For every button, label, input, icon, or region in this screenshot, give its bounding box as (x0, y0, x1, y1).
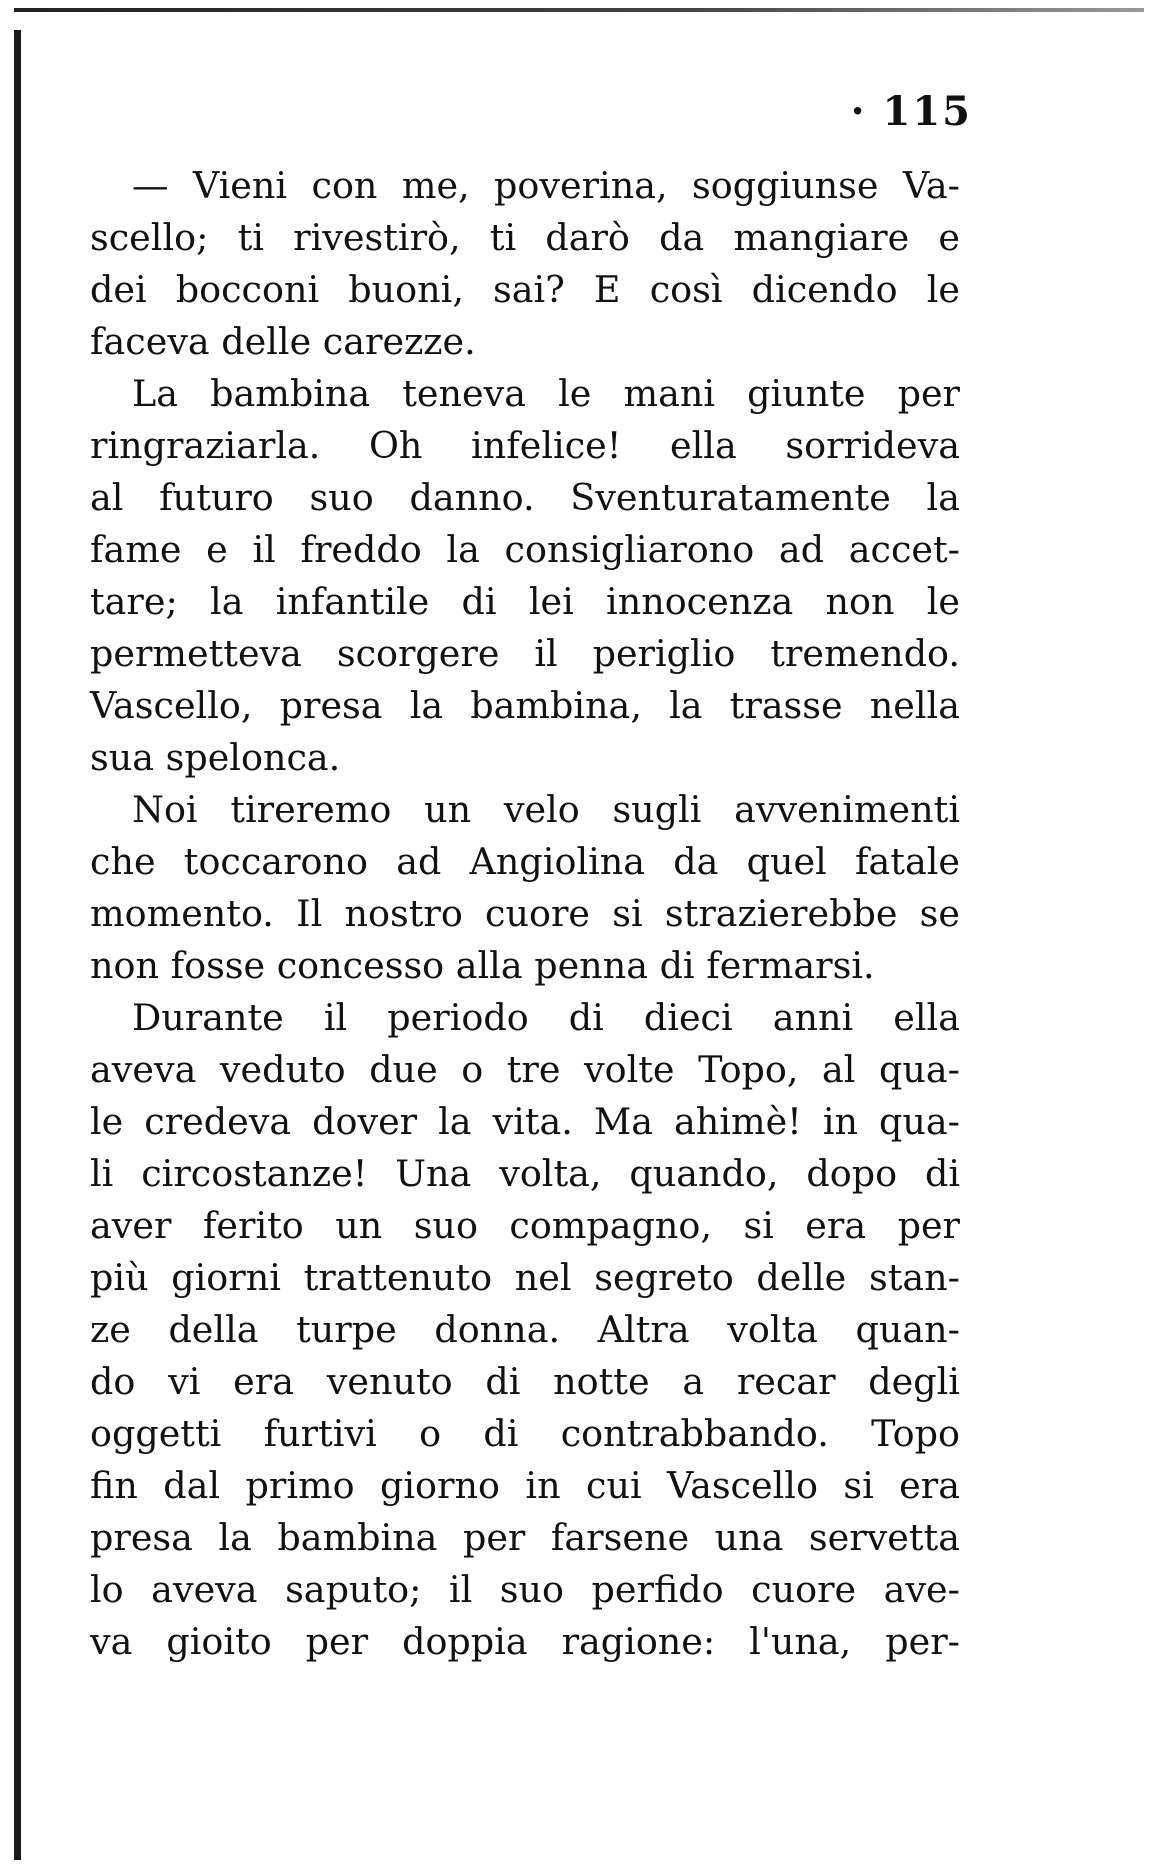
text-line: presa la bambina per farsene una servetta (90, 1516, 960, 1559)
text-line: più giorni trattenuto nel segreto delle stan- (90, 1256, 960, 1299)
text-line: faceva delle carezze. (90, 320, 476, 363)
text-line: fin dal primo giorno in cui Vascello si era (90, 1464, 960, 1507)
text-line: tare; la infantile di lei innocenza non le (90, 580, 960, 623)
text-line: va gioito per doppia ragione: l'una, per- (90, 1620, 960, 1663)
text-line: do vi era venuto di notte a recar degli (90, 1360, 960, 1403)
text-line: lo aveva saputo; il suo perfido cuore ave- (90, 1568, 960, 1611)
text-line: non fosse concesso alla penna di fermarsi. (90, 944, 875, 987)
text-line: che toccarono ad Angiolina da quel fatale (90, 840, 960, 883)
text-line: La bambina teneva le mani giunte per (132, 372, 960, 415)
text-line: momento. Il nostro cuore si strazierebbe se (90, 892, 960, 935)
text-line: al futuro suo danno. Sventuratamente la (90, 476, 960, 519)
top-edge-rule (14, 8, 1144, 12)
text-line: — Vieni con me, poverina, soggiunse Va- (132, 164, 960, 207)
text-line: ze della turpe donna. Altra volta quan- (90, 1308, 960, 1351)
page-number: · 115 (850, 88, 972, 135)
text-line: aver ferito un suo compagno, si era per (90, 1204, 960, 1247)
text-line: Vascello, presa la bambina, la trasse nella (90, 684, 960, 727)
text-line: Durante il periodo di dieci anni ella (132, 996, 960, 1039)
text-line: ringraziarla. Oh infelice! ella sorrideva (90, 424, 960, 467)
text-line: li circostanze! Una volta, quando, dopo di (90, 1152, 960, 1195)
text-line: Noi tireremo un velo sugli avvenimenti (132, 788, 960, 831)
text-line: fame e il freddo la consigliarono ad accet- (90, 528, 960, 571)
text-line: le credeva dover la vita. Ma ahimè! in qua- (90, 1100, 960, 1143)
body-text (90, 160, 960, 1668)
binding-edge (14, 30, 21, 1860)
text-line: aveva veduto due o tre volte Topo, al qua- (90, 1048, 960, 1091)
text-line: dei bocconi buoni, sai? E così dicendo le (90, 268, 960, 311)
text-line: scello; ti rivestirò, ti darò da mangiare e (90, 216, 960, 259)
text-line: oggetti furtivi o di contrabbando. Topo (90, 1412, 960, 1455)
text-line: sua spelonca. (90, 736, 341, 779)
text-line: permetteva scorgere il periglio tremendo. (90, 632, 960, 675)
